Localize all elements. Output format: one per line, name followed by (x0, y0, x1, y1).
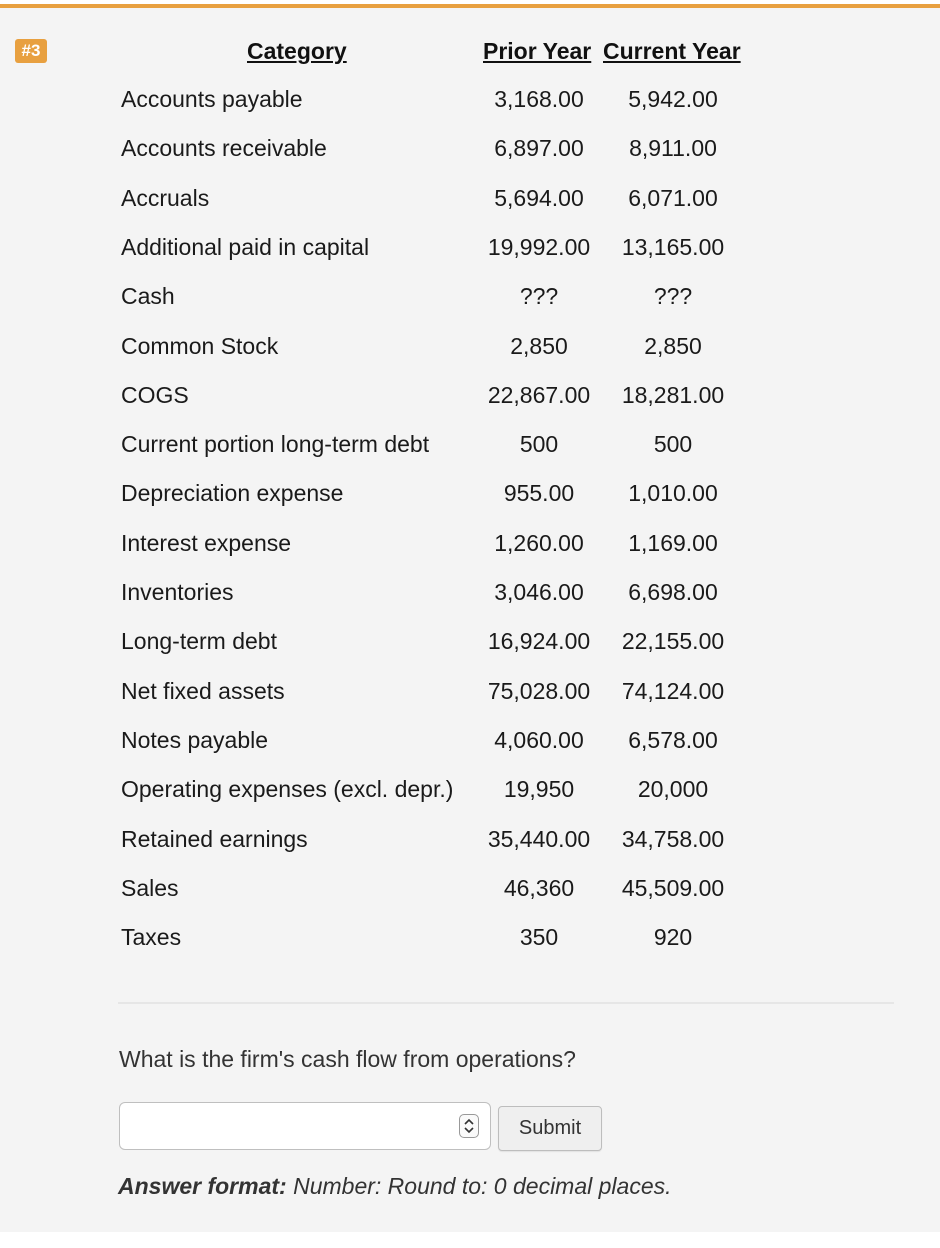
row-current-value: 1,010.00 (628, 480, 718, 507)
table-row (0, 530, 940, 560)
divider (118, 1002, 894, 1004)
row-category: Taxes (121, 924, 182, 951)
row-category: Interest expense (121, 529, 292, 556)
row-category: Sales (121, 874, 179, 901)
row-current-value: 18,281.00 (621, 381, 725, 408)
row-current-value: 8,911.00 (629, 135, 717, 162)
table-row (0, 678, 940, 708)
row-category: Notes payable (121, 726, 269, 753)
header-category: Category (247, 38, 347, 64)
row-current-value: 6,071.00 (628, 184, 718, 211)
table-row (0, 579, 940, 609)
table-row (0, 826, 940, 856)
question-number-badge: #3 (15, 39, 47, 63)
row-category: Accruals (121, 184, 210, 211)
row-category: Accounts payable (121, 86, 303, 112)
row-prior-value: 19,992.00 (487, 233, 591, 260)
row-category: Retained earnings (121, 825, 308, 852)
row-current-value: 13,165.00 (621, 233, 725, 260)
answer-format-label: Answer format: (118, 1173, 287, 1199)
question-panel (0, 4, 940, 1232)
row-category: Cash (121, 283, 175, 310)
row-current-value: 5,942.00 (628, 86, 718, 112)
table-row (0, 135, 940, 165)
row-current-value: 20,000 (637, 776, 709, 803)
row-category: Depreciation expense (121, 480, 344, 507)
answer-format-text: Number: Round to: 0 decimal places. (293, 1173, 672, 1199)
row-prior-value: 1,260.00 (494, 529, 584, 556)
row-category: Inventories (121, 579, 234, 605)
row-prior-value: 3,046.00 (494, 579, 584, 605)
row-prior-value: 4,060.00 (494, 726, 584, 753)
row-current-value: 6,578.00 (628, 726, 718, 753)
table-row (0, 480, 940, 510)
row-prior-value: ??? (519, 283, 559, 310)
row-prior-value: 2,850 (510, 332, 568, 359)
row-prior-value: 350 (519, 924, 559, 951)
table-row (0, 382, 940, 412)
row-category: Net fixed assets (121, 677, 285, 704)
row-prior-value: 35,440.00 (487, 825, 591, 852)
row-prior-value: 19,950 (503, 776, 575, 803)
row-prior-value: 75,028.00 (487, 677, 591, 704)
number-stepper[interactable] (459, 1114, 479, 1138)
row-category: Accounts receivable (121, 135, 327, 162)
table-row (0, 776, 940, 806)
row-prior-value: 3,168.00 (494, 86, 584, 112)
stepper-arrows-icon (460, 1115, 478, 1137)
row-current-value: 45,509.00 (621, 874, 725, 901)
row-prior-value: 22,867.00 (487, 381, 591, 408)
row-current-value: 500 (653, 431, 693, 458)
row-prior-value: 955.00 (503, 480, 575, 507)
row-current-value: 6,698.00 (628, 579, 718, 605)
table-row (0, 727, 940, 757)
question-text: What is the firm's cash flow from operations? (119, 1046, 576, 1072)
row-prior-value: 6,897.00 (494, 135, 584, 162)
table-row (0, 333, 940, 363)
row-current-value: ??? (653, 283, 693, 310)
table-row (0, 875, 940, 905)
row-current-value: 1,169.00 (628, 529, 718, 556)
row-current-value: 2,850 (644, 332, 702, 359)
answer-format (118, 1173, 672, 1200)
table-row (0, 628, 940, 658)
row-current-value: 34,758.00 (621, 825, 725, 852)
row-category: Operating expenses (excl. depr.) (121, 776, 454, 803)
table-row (0, 185, 940, 215)
row-prior-value: 46,360 (503, 874, 575, 901)
row-category: Common Stock (121, 332, 279, 359)
row-current-value: 920 (653, 924, 693, 951)
table-row (0, 283, 940, 313)
table-row (0, 234, 940, 264)
row-category: Long-term debt (121, 628, 277, 655)
header-prior-year: Prior Year (483, 38, 592, 64)
table-row (0, 431, 940, 461)
row-category: Current portion long-term debt (121, 431, 430, 458)
submit-button[interactable]: Submit (498, 1106, 602, 1151)
row-current-value: 74,124.00 (621, 677, 725, 704)
row-prior-value: 500 (519, 431, 559, 458)
row-prior-value: 16,924.00 (487, 628, 591, 655)
answer-input[interactable] (128, 1111, 452, 1143)
row-category: Additional paid in capital (121, 233, 370, 260)
answer-field[interactable] (119, 1102, 491, 1150)
row-current-value: 22,155.00 (621, 628, 725, 655)
table-row (0, 86, 940, 116)
row-prior-value: 5,694.00 (494, 184, 584, 211)
header-current-year: Current Year (603, 38, 741, 64)
table-row (0, 924, 940, 954)
row-category: COGS (121, 381, 189, 408)
